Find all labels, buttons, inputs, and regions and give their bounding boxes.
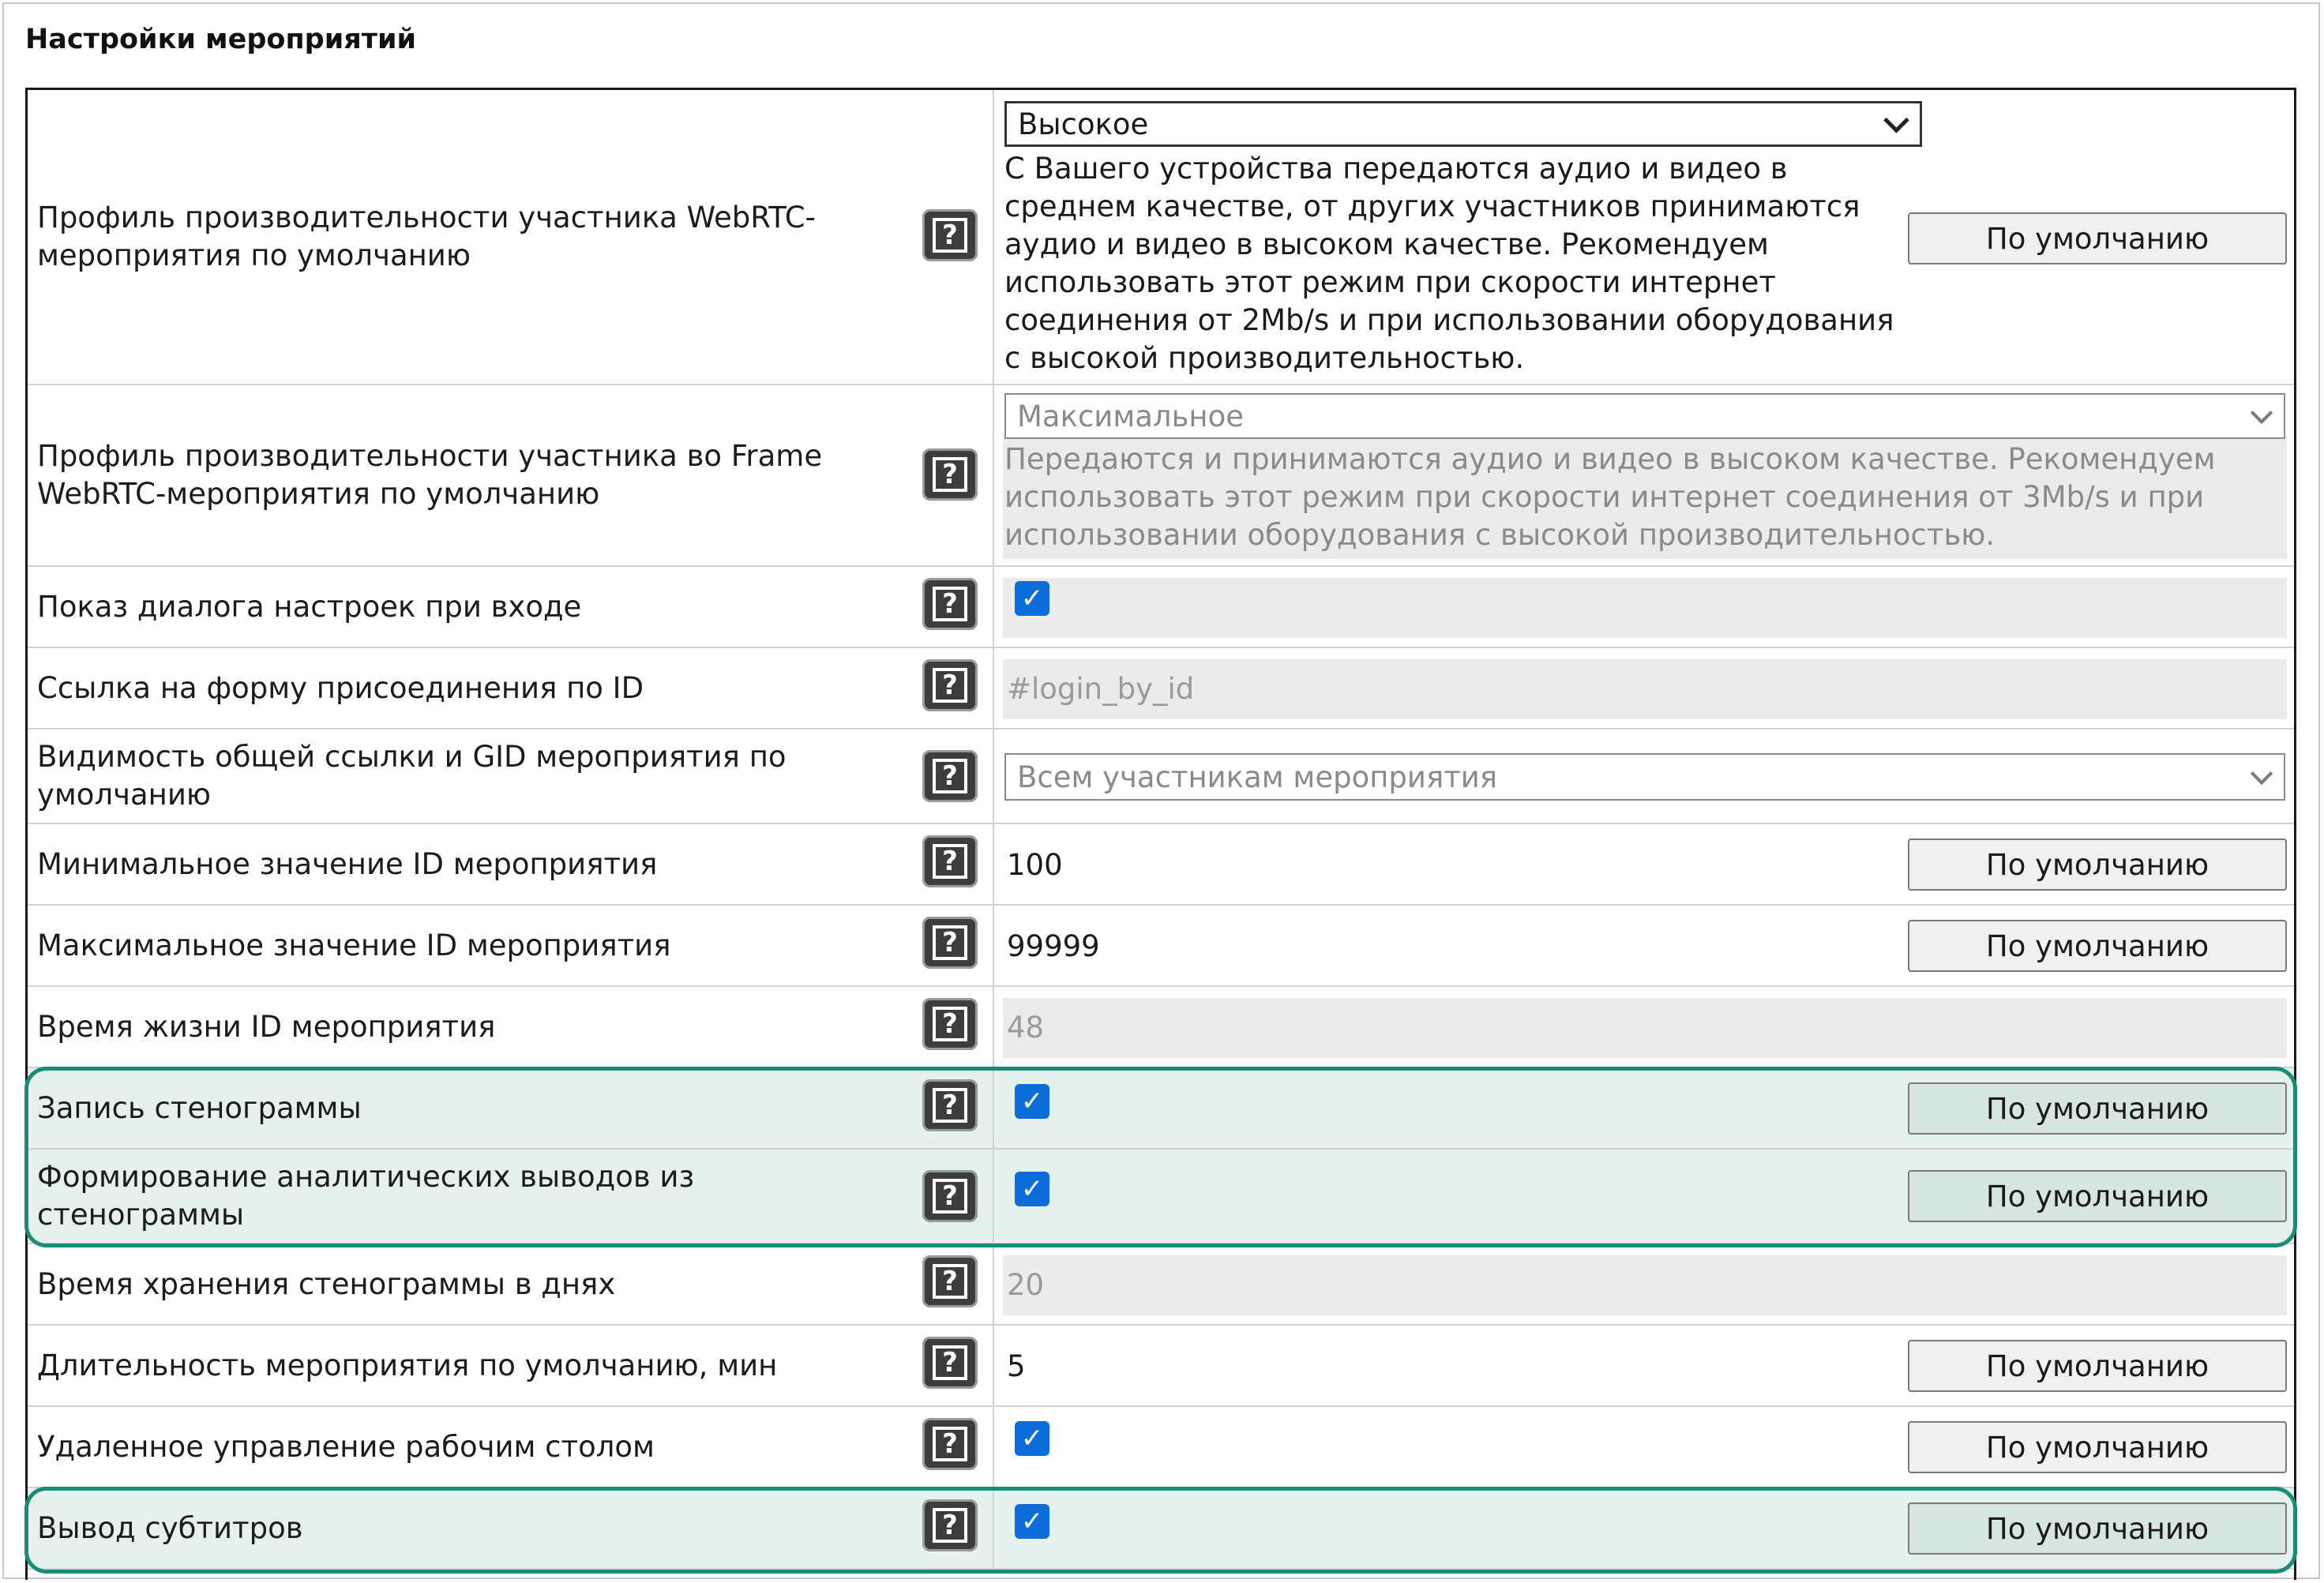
settings-dialog-checkbox[interactable]: ✓ bbox=[1015, 581, 1049, 616]
select-value: Высокое bbox=[1018, 107, 1149, 141]
column-divider bbox=[993, 824, 994, 904]
setting-label: Ссылка на форму присоединения по ID bbox=[37, 670, 644, 705]
subtitles-checkbox[interactable]: ✓ bbox=[1015, 1504, 1049, 1539]
column-divider bbox=[993, 987, 994, 1067]
transcript-recording-checkbox[interactable]: ✓ bbox=[1015, 1084, 1049, 1119]
default-button[interactable]: По умолчанию bbox=[1908, 1170, 2287, 1222]
join-link-value: #login_by_id bbox=[1007, 672, 1195, 706]
setting-label: Формирование аналитических выводов из стенограммы bbox=[37, 1160, 695, 1232]
help-icon[interactable]: ? bbox=[922, 1337, 978, 1389]
help-icon[interactable]: ? bbox=[922, 209, 978, 261]
setting-label: Показ диалога настроек при входе bbox=[37, 589, 582, 624]
column-divider bbox=[993, 906, 994, 985]
column-divider bbox=[993, 1244, 994, 1324]
frame-webrtc-profile-select[interactable] bbox=[1004, 393, 2285, 439]
chevron-down-icon bbox=[2251, 402, 2273, 424]
profile-description: С Вашего устройства передаются аудио и видео в среднем качестве, от других участников принимаются аудио и видео в высоком качестве. Рекомендуем использовать этот режим при скорости интернет соединения от 2Mb/s и при использовании оборудования с высокой производительностью. bbox=[1004, 152, 1894, 375]
setting-row-frame-webrtc-profile bbox=[28, 385, 2294, 567]
setting-row-max-id bbox=[28, 906, 2294, 987]
column-divider bbox=[993, 567, 994, 647]
setting-label: Время жизни ID мероприятия bbox=[37, 1009, 496, 1044]
help-icon[interactable]: ? bbox=[922, 1079, 978, 1131]
transcript-analytics-checkbox[interactable]: ✓ bbox=[1015, 1172, 1049, 1206]
min-id-input[interactable]: 100 bbox=[1007, 848, 1063, 882]
retention-days-value: 20 bbox=[1007, 1268, 1045, 1302]
help-icon[interactable]: ? bbox=[922, 448, 978, 501]
default-button[interactable]: По умолчанию bbox=[1908, 1082, 2287, 1135]
page-title: Настройки мероприятий bbox=[25, 24, 417, 55]
join-link-input[interactable] bbox=[1003, 659, 2287, 719]
max-id-input[interactable]: 99999 bbox=[1007, 929, 1100, 963]
help-icon[interactable]: ? bbox=[922, 1255, 978, 1307]
setting-label: Минимальное значение ID мероприятия bbox=[37, 846, 658, 881]
setting-row-remote-desktop bbox=[28, 1407, 2294, 1488]
id-lifetime-input[interactable] bbox=[1003, 998, 2287, 1058]
column-divider bbox=[993, 1488, 994, 1568]
setting-label: Запись стенограммы bbox=[37, 1090, 362, 1125]
setting-label: Максимальное значение ID мероприятия bbox=[37, 928, 671, 962]
help-icon[interactable]: ? bbox=[922, 998, 978, 1050]
help-icon[interactable]: ? bbox=[922, 1499, 978, 1551]
disabled-field-bg bbox=[1003, 578, 2287, 638]
column-divider bbox=[993, 1407, 994, 1487]
id-lifetime-value: 48 bbox=[1007, 1011, 1045, 1045]
help-icon[interactable]: ? bbox=[922, 659, 978, 711]
default-button[interactable]: По умолчанию bbox=[1908, 1502, 2287, 1555]
help-icon[interactable]: ? bbox=[922, 1170, 978, 1222]
help-icon[interactable]: ? bbox=[922, 1418, 978, 1470]
profile-description: Передаются и принимаются аудио и видео в высоком качестве. Рекомендуем использовать этот режим при скорости интернет соединения от 3Mb/s и при использовании оборудования с высокой производительностью. bbox=[1004, 442, 2216, 552]
setting-row-transcript-retention bbox=[28, 1244, 2294, 1326]
column-divider bbox=[993, 648, 994, 728]
help-icon[interactable]: ? bbox=[922, 835, 978, 887]
setting-label: Удаленное управление рабочим столом bbox=[37, 1429, 655, 1464]
help-icon[interactable]: ? bbox=[922, 578, 978, 630]
setting-row-settings-dialog bbox=[28, 567, 2294, 648]
setting-label: Профиль производительности участника WebRTC-мероприятия по умолчанию bbox=[37, 201, 816, 272]
column-divider bbox=[993, 1068, 994, 1148]
webrtc-profile-select[interactable] bbox=[1004, 101, 1922, 147]
select-value: Всем участникам мероприятия bbox=[1017, 760, 1498, 794]
setting-row-join-link bbox=[28, 648, 2294, 730]
setting-row-transcript-recording bbox=[28, 1068, 2294, 1150]
setting-label: Видимость общей ссылки и GID мероприятия по умолчанию bbox=[37, 740, 787, 812]
setting-row-subtitles bbox=[28, 1488, 2294, 1570]
chevron-down-icon bbox=[1883, 107, 1909, 133]
setting-row-default-duration bbox=[28, 1326, 2294, 1407]
column-divider bbox=[993, 730, 994, 823]
help-icon[interactable]: ? bbox=[922, 917, 978, 969]
link-visibility-select[interactable] bbox=[1004, 753, 2285, 801]
remote-desktop-checkbox[interactable]: ✓ bbox=[1015, 1421, 1049, 1456]
help-icon[interactable]: ? bbox=[922, 750, 978, 802]
setting-row-link-visibility bbox=[28, 730, 2294, 824]
column-divider bbox=[993, 385, 994, 565]
default-button[interactable]: По умолчанию bbox=[1908, 920, 2287, 972]
setting-label: Время хранения стенограммы в днях bbox=[37, 1266, 616, 1301]
select-value: Максимальное bbox=[1017, 399, 1244, 433]
chevron-down-icon bbox=[2251, 763, 2273, 785]
column-divider bbox=[993, 1326, 994, 1405]
retention-days-input[interactable] bbox=[1003, 1255, 2287, 1315]
column-divider bbox=[993, 1150, 994, 1243]
setting-label: Вывод субтитров bbox=[37, 1510, 303, 1545]
setting-row-webrtc-profile bbox=[28, 90, 2294, 385]
default-button[interactable]: По умолчанию bbox=[1908, 1340, 2287, 1392]
column-divider bbox=[993, 90, 994, 384]
setting-label: Длительность мероприятия по умолчанию, мин bbox=[37, 1348, 778, 1382]
setting-label: Профиль производительности участника во Frame WebRTC-мероприятия по умолчанию bbox=[37, 439, 823, 511]
setting-row-id-lifetime bbox=[28, 987, 2294, 1068]
setting-row-min-id bbox=[28, 824, 2294, 906]
default-button[interactable]: По умолчанию bbox=[1908, 1421, 2287, 1473]
default-button[interactable]: По умолчанию bbox=[1908, 212, 2287, 264]
setting-row-transcript-analytics bbox=[28, 1150, 2294, 1244]
settings-table bbox=[25, 88, 2296, 1580]
default-button[interactable]: По умолчанию bbox=[1908, 838, 2287, 891]
default-duration-input[interactable]: 5 bbox=[1007, 1349, 1026, 1383]
